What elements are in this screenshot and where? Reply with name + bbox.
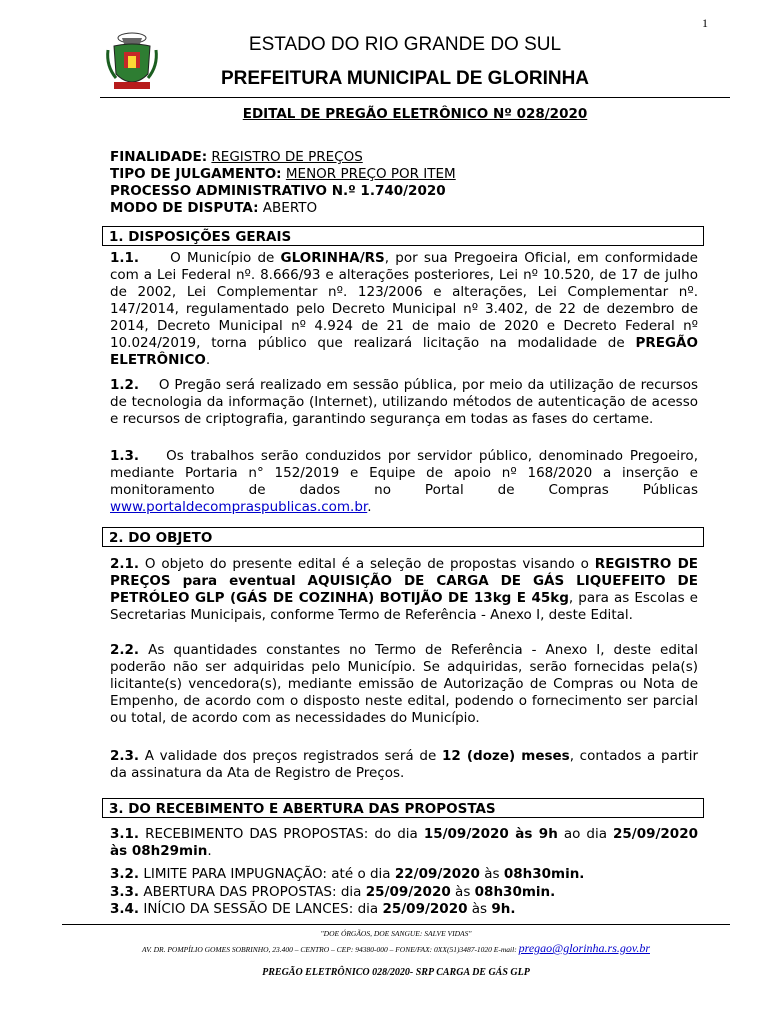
para-number: 3.3. [110,884,140,900]
processo-label: PROCESSO ADMINISTRATIVO N.º 1.740/2020 [110,183,446,199]
section-1-heading: 1. DISPOSIÇÕES GERAIS [102,226,704,246]
paragraph-2-2: 2.2. As quantidades constantes no Termo de Referência - Anexo I, deste edital poderão não ser adquiridas pelo Município. Se adquiridas, serão fornecidas pela(s) licitante(s) vencedora(s), mediante emissão de Autorização de Compras ou Nota de Empenho, de acordo com o disposto neste edital, podendo o fornecimento ser parcial ou total, de acordo com as necessidades do Município. [110,642,699,726]
municipal-crest-icon [104,30,160,94]
para-number: 1.3. [110,448,140,464]
paragraph-3-2: 3.2. LIMITE PARA IMPUGNAÇÃO: até o dia 22/09/2020 às 08h30min. [110,866,585,882]
footer-address [62,941,730,956]
julgamento-value: MENOR PREÇO POR ITEM [285,166,456,182]
para-number: 2.2. [110,642,140,658]
state-name: ESTADO DO RIO GRANDE DO SUL [248,34,562,55]
footer-doc-ref: PREGÃO ELETRÔNICO 028/2020- SRP CARGA DE GÁS GLP [262,967,530,978]
paragraph-3-4: 3.4. INÍCIO DA SESSÃO DE LANCES: dia 25/09/2020 às 9h. [110,901,516,917]
portal-link[interactable]: www.portaldecompraspublicas.com.br [110,499,368,515]
edital-title: EDITAL DE PREGÃO ELETRÔNICO Nº 028/2020 [242,106,588,122]
section-3-heading: 3. DO RECEBIMENTO E ABERTURA DAS PROPOSTAS [102,798,704,818]
footer-divider [62,924,730,925]
header-divider [100,97,730,98]
footer-email-link[interactable]: pregao@glorinha.rs.gov.br [518,941,650,955]
footer-motto: "DOE ÓRGÃOS, DOE SANGUE: SALVE VIDAS" [320,929,472,938]
meta-processo [110,183,446,200]
prefecture-name: PREFEITURA MUNICIPAL DE GLORINHA [220,68,590,89]
finalidade-label: FINALIDADE: [110,149,208,165]
para-number: 3.1. [110,826,140,842]
para-number: 1.1. [110,250,140,266]
paragraph-1-3: 1.3. Os trabalhos serão conduzidos por servidor público, denominado Pregoeiro, mediante Portaria n° 152/2019 e Equipe de apoio nº 168/2020 a inserção e monitoramento de dados no Portal de Compras Públicas www.portaldecompraspublicas.com.br. [110,448,698,515]
meta-finalidade [110,149,363,166]
disputa-value: ABERTO [262,200,318,216]
paragraph-3-3: 3.3. ABERTURA DAS PROPOSTAS: dia 25/09/2020 às 08h30min. [110,884,556,900]
para-number: 2.3. [110,748,140,764]
meta-disputa [110,200,317,217]
para-number: 3.2. [110,866,140,882]
page-number: 1 [702,16,708,30]
section-2-heading: 2. DO OBJETO [102,527,704,547]
julgamento-label: TIPO DE JULGAMENTO: [110,166,282,182]
para-number: 1.2. [110,377,140,393]
meta-julgamento [110,166,456,183]
disputa-label: MODO DE DISPUTA: [110,200,259,216]
paragraph-3-1: 3.1. RECEBIMENTO DAS PROPOSTAS: do dia 15/09/2020 às 9h ao dia 25/09/2020 às 08h29min. [110,826,698,859]
paragraph-2-3: 2.3. A validade dos preços registrados será de 12 (doze) meses, contados a partir da assinatura da Ata de Registro de Preços. [110,748,698,781]
paragraph-1-2: 1.2. O Pregão será realizado em sessão pública, por meio da utilização de recursos de tecnologia da informação (Internet), utilizando métodos de autenticação de acesso e recursos de criptografia, garantindo segurança em todas as fases do certame. [110,377,698,427]
para-number: 3.4. [110,901,140,917]
para-number: 2.1. [110,556,140,572]
footer-address-text: AV. DR. POMPÍLIO GOMES SOBRINHO, 23.400 – CENTRO – CEP: 94380-000 – FONE/FAX: 0XX(51)3487-1020 E-mail: [142,945,517,954]
paragraph-1-1: 1.1. O Município de GLORINHA/RS, por sua Pregoeira Oficial, em conformidade com a Lei Federal nº. 8.666/93 e alterações posteriores, Lei nº 10.520, de 17 de julho de 2002, Lei Complementar nº. 123/2006 e alterações, Lei Complementar nº. 147/2014, regulamentado pelo Decreto Municipal nº 3.402, de 22 de dezembro de 2014, Decreto Municipal nº 4.924 de 21 de maio de 2020 e Decreto Federal nº 10.024/2019, torna público que realizará licitação na modalidade de PREGÃO ELETRÔNICO. [110,250,698,368]
finalidade-value: REGISTRO DE PREÇOS [211,149,363,165]
paragraph-2-1: 2.1. O objeto do presente edital é a seleção de propostas visando o REGISTRO DE PREÇOS para eventual AQUISIÇÃO DE CARGA DE GÁS LIQUEFEITO DE PETRÓLEO GLP (GÁS DE COZINHA) BOTIJÃO DE 13kg E 45kg, para as Escolas e Secretarias Municipais, conforme Termo de Referência - Anexo I, deste Edital. [110,556,699,623]
